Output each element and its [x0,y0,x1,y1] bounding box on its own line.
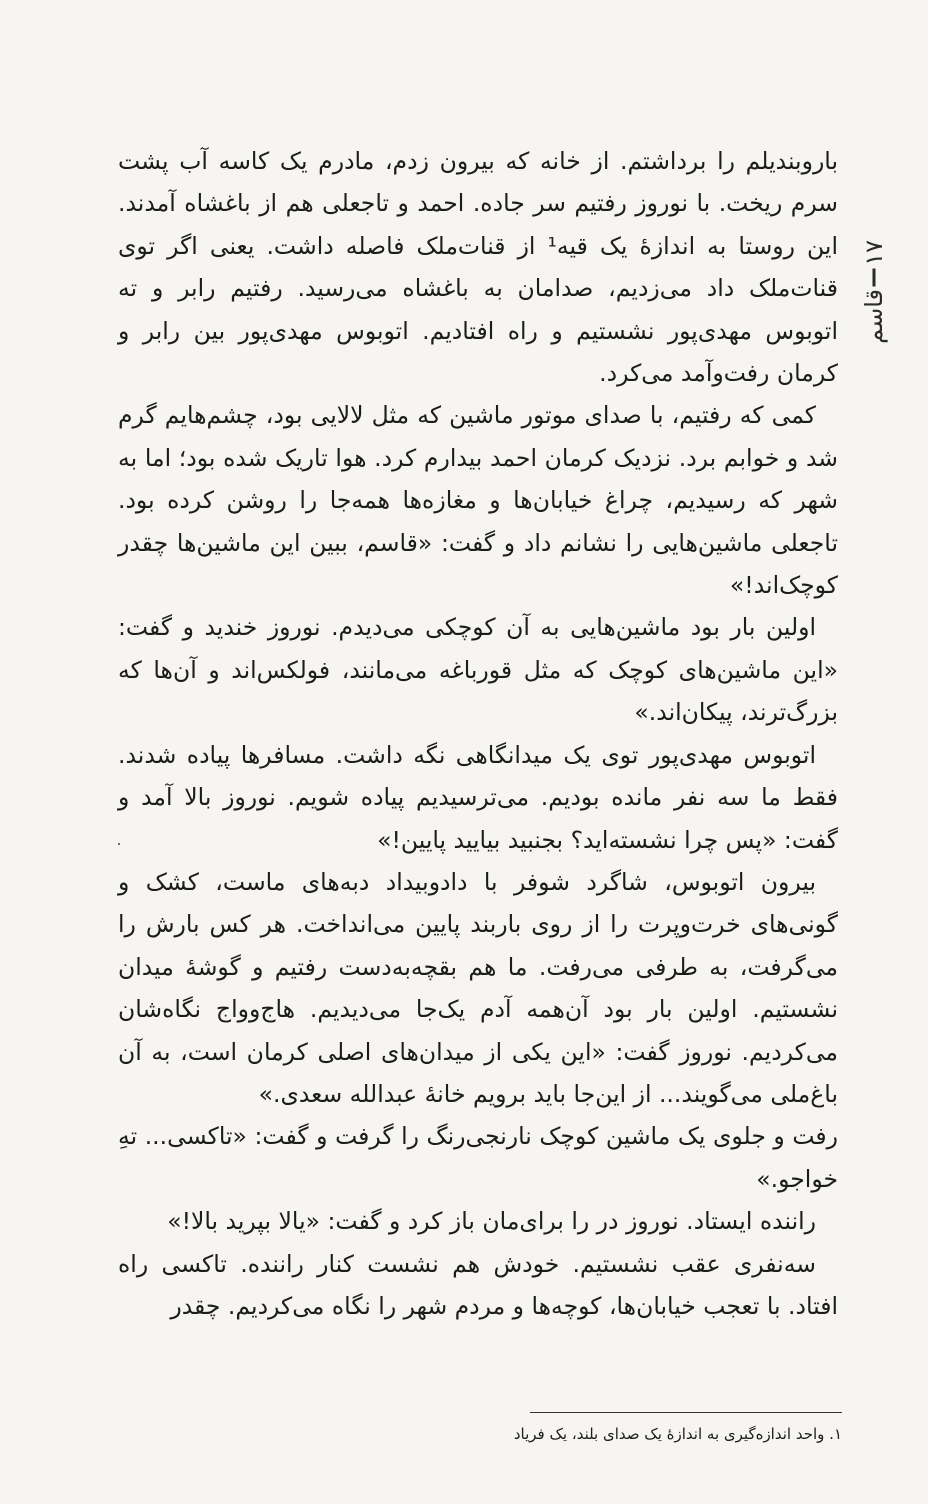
running-header [854,240,894,400]
body-text [118,140,838,1327]
paragraph: باروبندیلم را برداشتم. از خانه که بیرون زدم، مادرم یک کاسه آب پشت سرم ریخت. با نوروز رفتیم سر جاده. احمد و تاجعلی هم از باغشاه آمدند. این روستا به اندازهٔ یک قیه¹ از قنات‌ملک فاصله داشت. یعنی اگر توی قنات‌ملک داد می‌زدیم، صدامان به باغشاه می‌رسید. رفتیم رابر و ته اتوبوس مهدی‌پور نشستیم و راه افتادیم. اتوبوس مهدی‌پور بین رابر و کرمان رفت‌وآمد می‌کرد. [118,147,838,388]
paragraph: سه‌نفری عقب نشستیم. خودش هم نشست کنار راننده. تاکسی راه افتاد. با تعجب خیابان‌ها، کوچه‌ها و مردم شهر را نگاه می‌کردیم. چقدر [118,1249,838,1320]
paragraph: اتوبوس مهدی‌پور توی یک میدانگاهی نگه داشت. مسافرها پیاده شدند. فقط ما سه نفر مانده بودیم. می‌ترسیدیم پیاده شویم. نوروز بالا آمد و گفت: «پس چرا نشسته‌اید؟ بجنبید بیایید پایین!» [118,740,838,854]
paragraph: رفت و جلوی یک ماشین کوچک نارنجی‌رنگ را گرفت و گفت: «تاکسی... تهِ خواجو.» [118,1122,838,1193]
footnote: ۱. واحد اندازه‌گیری به اندازهٔ یک صدای بلند، یک فریاد [513,1425,842,1443]
paragraph: راننده ایستاد. نوروز در را برای‌مان باز کرد و گفت: «یالا بپرید بالا!» [167,1207,816,1236]
paragraph: کمی که رفتیم، با صدای موتور ماشین که مثل لالایی بود، چشم‌هایم گرم شد و خوابم برد. نزدیک کرمان احمد بیدارم کرد. هوا تاریک شده بود؛ اما به شهر که رسیدیم، چراغ خیابان‌ها و مغازه‌ها همه‌جا را روشن کرده بود. تاجعلی ماشین‌هایی را نشانم داد و گفت: «قاسم، ببین این ماشین‌ها چقدر کوچک‌اند!» [118,401,838,600]
paper-speck [118,843,120,845]
header-separator [873,268,876,286]
paragraph: بیرون اتوبوس، شاگرد شوفر با دادوبیداد دبه‌های ماست، کشک و گونی‌های خرت‌وپرت را از روی باربند پایین می‌انداخت. هر کس بارش را می‌گرفت، به طرفی می‌رفت. ما هم بقچه‌به‌دست رفتیم و گوشهٔ میدان نشستیم. اولین بار بود آن‌همه آدم یک‌جا می‌دیدیم. هاج‌وواج نگاه‌شان می‌کردیم. نوروز گفت: «این یکی از میدان‌های اصلی کرمان است، به آن باغ‌ملی می‌گویند... از این‌جا باید برویم خانهٔ عبدالله سعدی.» [118,867,838,1108]
footnote-divider [530,1412,842,1413]
page-number: ۱۷ [860,240,888,266]
paragraph: اولین بار بود ماشین‌هایی به آن کوچکی می‌دیدم. نوروز خندید و گفت: «این ماشین‌های کوچک که مثل قورباغه می‌مانند، فولکس‌اند و آن‌ها که بزرگ‌ترند، پیکان‌اند.» [118,613,838,727]
chapter-title: قاسم [860,288,888,344]
